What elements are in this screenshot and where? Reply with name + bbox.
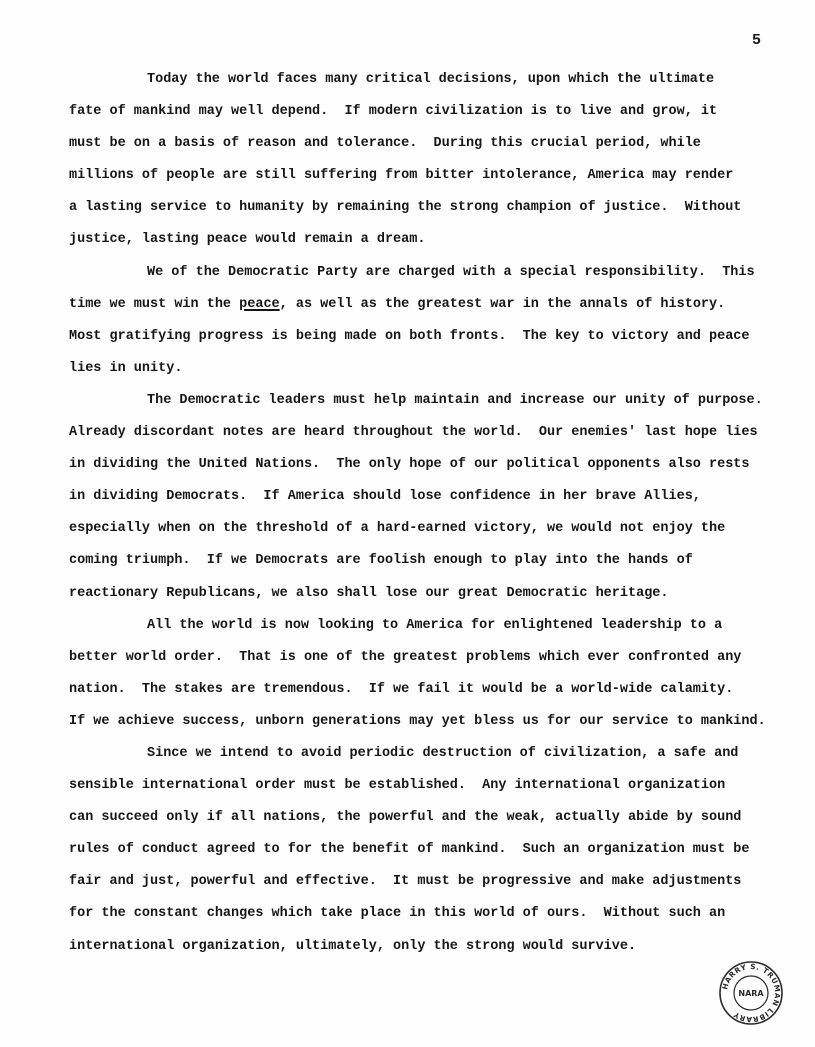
text-line: sensible international order must be established. Any international organization: [69, 778, 726, 794]
text-line: [69, 289, 769, 321]
underlined-word: peace: [239, 296, 280, 312]
text-line: fate of mankind may well depend. If modern civilization is to live and grow, it: [69, 104, 718, 120]
text-line: If we achieve success, unborn generations may yet bless us for our service to mankind.: [69, 713, 766, 729]
text-line: The Democratic leaders must help maintain and increase our unity of purpose.: [147, 392, 763, 408]
stamp-inner-text: NARA: [738, 989, 764, 998]
text-line: Today the world faces many critical decisions, upon which the ultimate: [147, 72, 715, 87]
document-body: [69, 64, 769, 963]
text-line: fair and just, powerful and effective. It must be progressive and make adjustments: [69, 874, 742, 890]
text-line: justice, lasting peace would remain a dream.: [69, 232, 426, 248]
text-line: must be on a basis of reason and tolerance. During this crucial period, while: [69, 136, 701, 152]
text-line: Most gratifying progress is being made on both fronts. The key to victory and peace: [69, 328, 750, 344]
text-line: better world order. That is one of the greatest problems which ever confronted any: [69, 649, 742, 665]
stamp-outer-text: HARRY S. TRUMAN LIBRARY: [720, 961, 783, 1025]
text-line: in dividing Democrats. If America should lose confidence in her brave Allies,: [69, 489, 701, 505]
text-line: nation. The stakes are tremendous. If we fail it would be a world-wide calamity.: [69, 681, 734, 697]
text-line: reactionary Republicans, we also shall lose our great Democratic heritage.: [69, 585, 669, 601]
text-line: lies in unity.: [69, 360, 183, 376]
text-line: Since we intend to avoid periodic destruction of civilization, a safe and: [147, 745, 739, 761]
text-fragment: time we must win the: [69, 296, 240, 312]
text-line: We of the Democratic Party are charged with a special responsibility. This: [147, 264, 755, 280]
text-line: especially when on the threshold of a hard-earned victory, we would not enjoy the: [69, 521, 726, 537]
text-line: in dividing the United Nations. The only hope of our political opponents also rests: [69, 457, 750, 473]
text-line: a lasting service to humanity by remaining the strong champion of justice. Without: [69, 200, 742, 216]
text-line: for the constant changes which take place in this world of ours. Without such an: [69, 906, 726, 922]
text-line: rules of conduct agreed to for the benefit of mankind. Such an organization must be: [69, 842, 750, 858]
text-line: All the world is now looking to America for enlightened leadership to a: [147, 617, 723, 633]
text-line: millions of people are still suffering from bitter intolerance, America may render: [69, 168, 734, 184]
text-line: can succeed only if all nations, the powerful and the weak, actually abide by sound: [69, 810, 742, 826]
library-stamp-seal: [718, 960, 784, 1026]
text-line: Already discordant notes are heard throughout the world. Our enemies' last hope lies: [69, 425, 758, 441]
text-line: coming triumph. If we Democrats are foolish enough to play into the hands of: [69, 553, 693, 569]
page-number: 5: [752, 32, 762, 49]
text-line: international organization, ultimately, only the strong would survive.: [69, 938, 637, 954]
text-fragment: , as well as the greatest war in the annals of history.: [279, 296, 726, 312]
